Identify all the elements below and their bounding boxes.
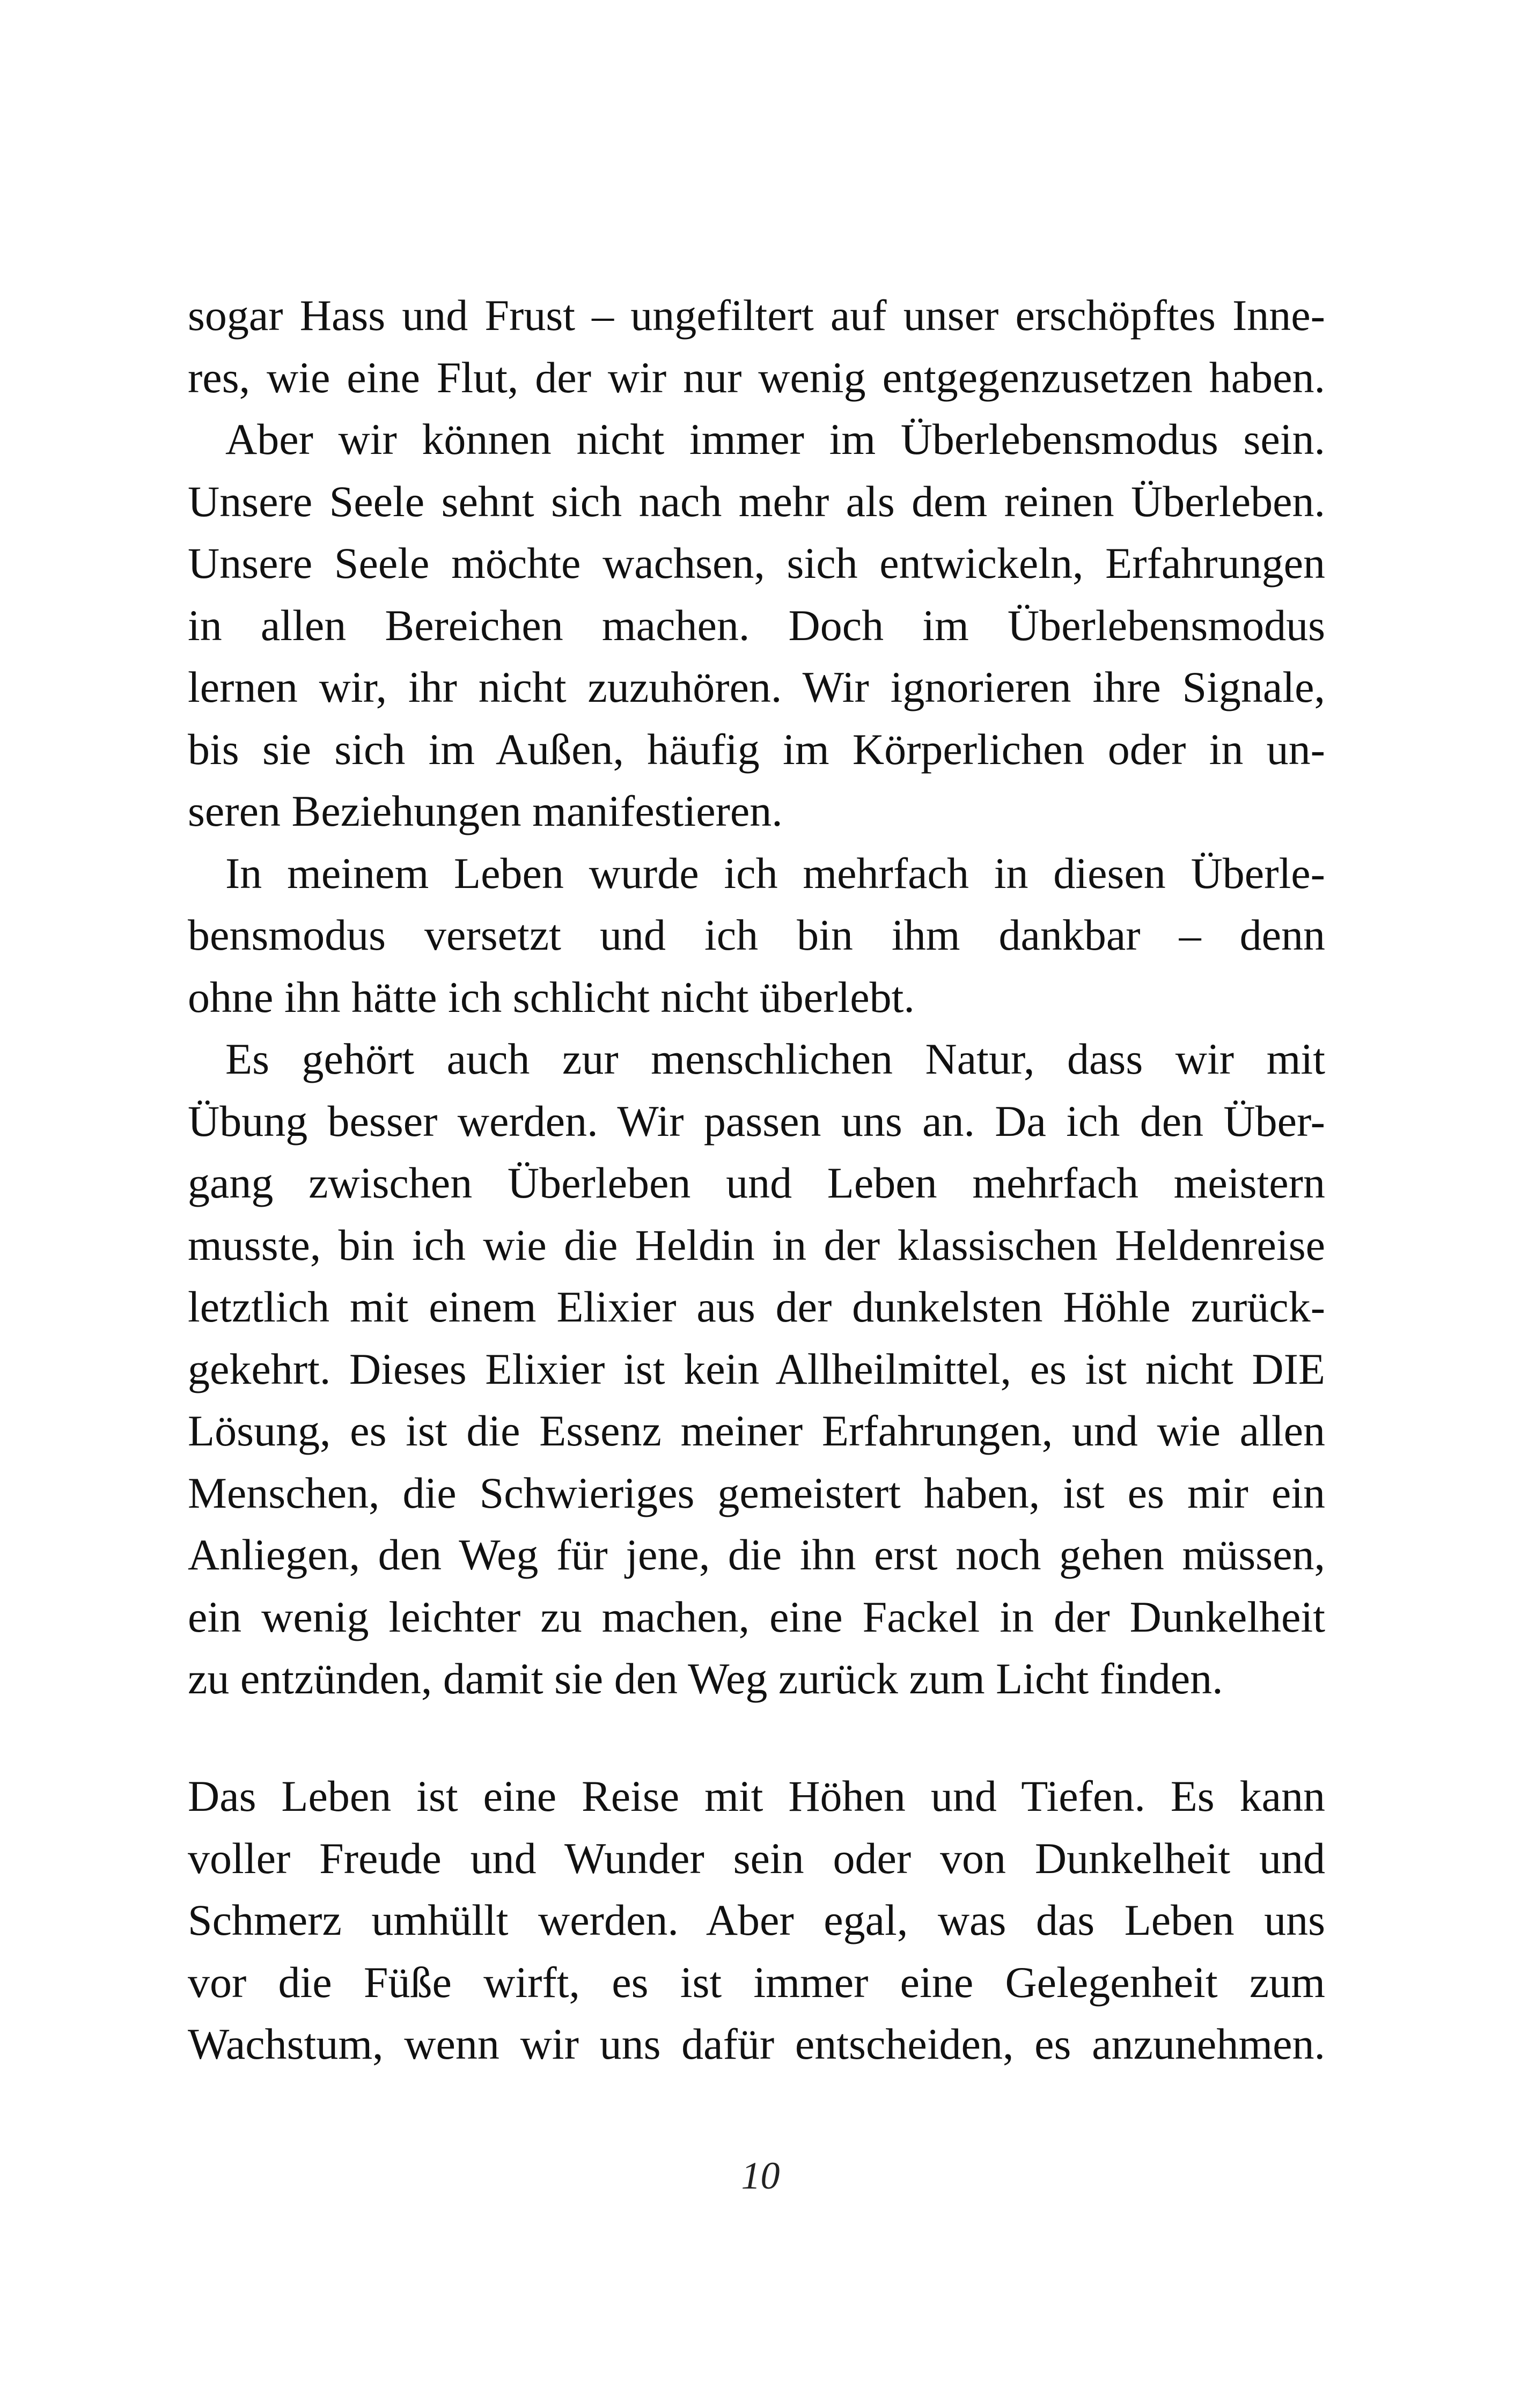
text-line: Menschen, die Schwieriges gemeistert haben, ist es mir ein — [188, 1468, 1325, 1517]
text-line: ein wenig leichter zu machen, eine Fackel in der Dunkelheit — [188, 1592, 1325, 1641]
text-line: lernen wir, ihr nicht zuzuhören. Wir ignorieren ihre Signale, — [188, 663, 1325, 711]
text-line: seren Beziehungen manifestieren. — [188, 787, 783, 835]
text-line: vor die Füße wirft, es ist immer eine Gelegenheit zum — [188, 1957, 1325, 2007]
page-number: 10 — [741, 2154, 780, 2197]
text-line: bis sie sich im Außen, häufig im Körperlichen oder in un- — [188, 724, 1325, 774]
body-text-block — [188, 284, 1325, 1710]
text-line: Wachstum, wenn wir uns dafür entscheiden, es anzunehmen. — [188, 2020, 1325, 2068]
text-line: bensmodus versetzt und ich bin ihm dankbar – denn — [188, 911, 1325, 959]
text-line: gekehrt. Dieses Elixier ist kein Allheilmittel, es ist nicht DIE — [188, 1344, 1325, 1393]
text-line: In meinem Leben wurde ich mehrfach in diesen Überle- — [225, 848, 1325, 898]
text-line: musste, bin ich wie die Heldin in der klassischen Heldenreise — [188, 1220, 1325, 1269]
body-text-block — [188, 1765, 1325, 2075]
text-line: letztlich mit einem Elixier aus der dunkelsten Höhle zurück- — [188, 1282, 1325, 1331]
text-line: Übung besser werden. Wir passen uns an. Da ich den Über- — [188, 1096, 1325, 1146]
text-line: Es gehört auch zur menschlichen Natur, dass wir mit — [225, 1034, 1325, 1083]
text-line: Schmerz umhüllt werden. Aber egal, was das Leben uns — [188, 1896, 1325, 1944]
text-line: Lösung, es ist die Essenz meiner Erfahrungen, und wie allen — [188, 1406, 1325, 1455]
text-line: Aber wir können nicht immer im Überlebensmodus sein. — [225, 415, 1325, 464]
text-line: res, wie eine Flut, der wir nur wenig entgegenzusetzen haben. — [188, 353, 1325, 402]
text-line: gang zwischen Überleben und Leben mehrfach meistern — [188, 1158, 1325, 1207]
text-line: Unsere Seele möchte wachsen, sich entwickeln, Erfahrungen — [188, 539, 1325, 588]
text-line: ohne ihn hätte ich schlicht nicht überlebt. — [188, 972, 915, 1022]
text-line: in allen Bereichen machen. Doch im Überlebensmodus — [188, 600, 1325, 650]
text-line: Unsere Seele sehnt sich nach mehr als dem reinen Überleben. — [188, 476, 1325, 526]
text-line: Das Leben ist eine Reise mit Höhen und Tiefen. Es kann — [188, 1772, 1325, 1820]
text-line: sogar Hass und Frust – ungefiltert auf unser erschöpftes Inne- — [188, 291, 1325, 340]
text-line: zu entzünden, damit sie den Weg zurück zum Licht finden. — [188, 1654, 1223, 1703]
text-line: voller Freude und Wunder sein oder von Dunkelheit und — [188, 1833, 1325, 1883]
text-line: Anliegen, den Weg für jene, die ihn erst noch gehen müssen, — [188, 1530, 1325, 1579]
